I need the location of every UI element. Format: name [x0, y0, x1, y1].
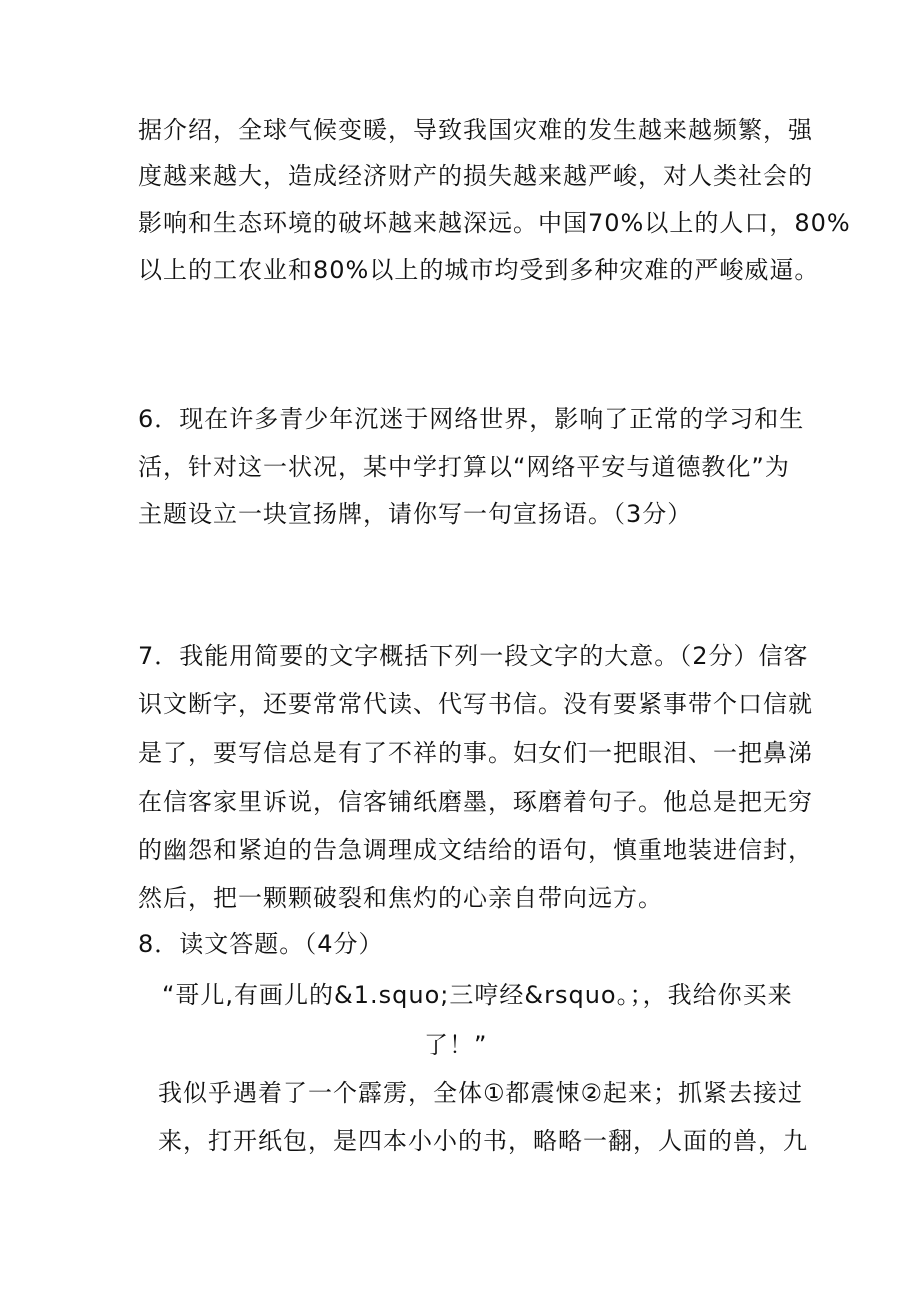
question-8-title: 8．读文答题。（4分） [138, 930, 384, 958]
intro-line-4: 以上的工农业和80%以上的城市均受到多种灾难的严峻威逼。 [138, 256, 820, 284]
question-7-line-5: 的幽怨和紧迫的告急调理成文结给的语句，慎重地装进信封， [138, 836, 813, 864]
question-6-line-2: 活，针对这一状况，某中学打算以“网络平安与道德教化”为 [138, 453, 790, 481]
question-8-body-line-1: 我似乎遇着了一个霹雳，全体①都震悚②起来；抓紧去接过 [158, 1079, 804, 1107]
question-7-line-4: 在信客家里诉说，信客铺纸磨墨，琢磨着句子。他总是把无穷 [138, 788, 813, 816]
question-7-line-2: 识文断字，还要常常代读、代写书信。没有要紧事带个口信就 [138, 690, 813, 718]
question-7-line-3: 是了，要写信总是有了不祥的事。妇女们一把眼泪、一把鼻涕 [138, 739, 813, 767]
intro-line-2: 度越来越大，造成经济财产的损失越来越严峻，对人类社会的 [138, 162, 813, 190]
question-8-quote-line-1: “哥儿,有画儿的&1.squo;三哼经&rsquo。；，我给你买来 [162, 981, 793, 1009]
question-8-body-line-2: 来，打开纸包，是四本小小的书，略略一翻，人面的兽，九 [158, 1127, 808, 1155]
question-6-line-3: 主题设立一块宣扬牌，请你写一句宣扬语。（3分） [138, 500, 693, 528]
question-7-line-1: 7．我能用简要的文字概括下列一段文字的大意。（2分）信客 [138, 642, 809, 670]
intro-line-3: 影响和生态环境的破坏越来越深远。中国70%以上的人口，80% [138, 209, 851, 237]
question-8-quote-line-2: 了！” [424, 1031, 488, 1059]
question-6-line-1: 6．现在许多青少年沉迷于网络世界，影响了正常的学习和生 [138, 405, 805, 433]
question-7-line-6: 然后，把一颗颗破裂和焦灼的心亲自带向远方。 [138, 884, 663, 912]
intro-line-1: 据介绍，全球气候变暖，导致我国灾难的发生越来越频繁，强 [138, 116, 813, 144]
